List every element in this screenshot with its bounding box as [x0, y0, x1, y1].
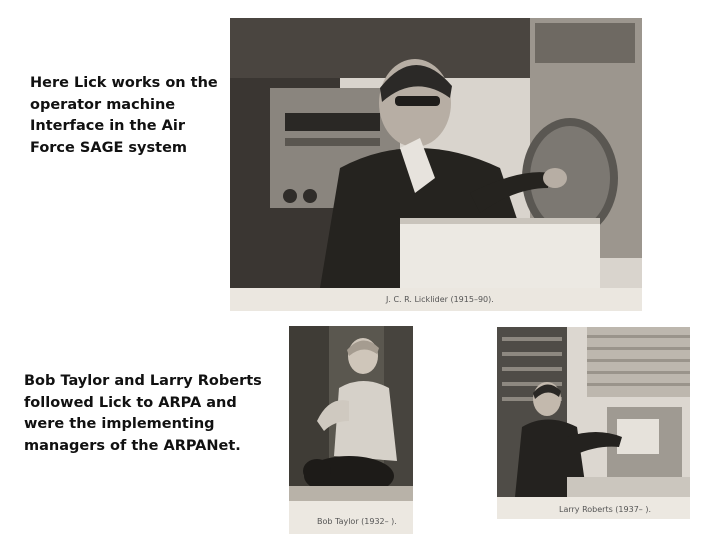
lick-description-text: Here Lick works on the operator machine Interface in the Air Force SAGE system [30, 75, 218, 156]
roberts-photo-caption: Larry Roberts (1937– ). [559, 505, 651, 514]
roberts-photo-image [497, 327, 690, 519]
licklider-photo [230, 18, 642, 311]
roberts-photo [497, 327, 690, 519]
licklider-photo-image [230, 18, 642, 311]
licklider-photo-caption: J. C. R. Licklider (1915–90). [386, 295, 494, 304]
taylor-photo [289, 326, 413, 534]
taylor-photo-image [289, 326, 413, 534]
taylor-roberts-description-text: Bob Taylor and Larry Roberts followed Lick to ARPA and were the implementing managers of the ARPANet. [24, 373, 262, 454]
taylor-photo-caption: Bob Taylor (1932– ). [317, 517, 397, 526]
